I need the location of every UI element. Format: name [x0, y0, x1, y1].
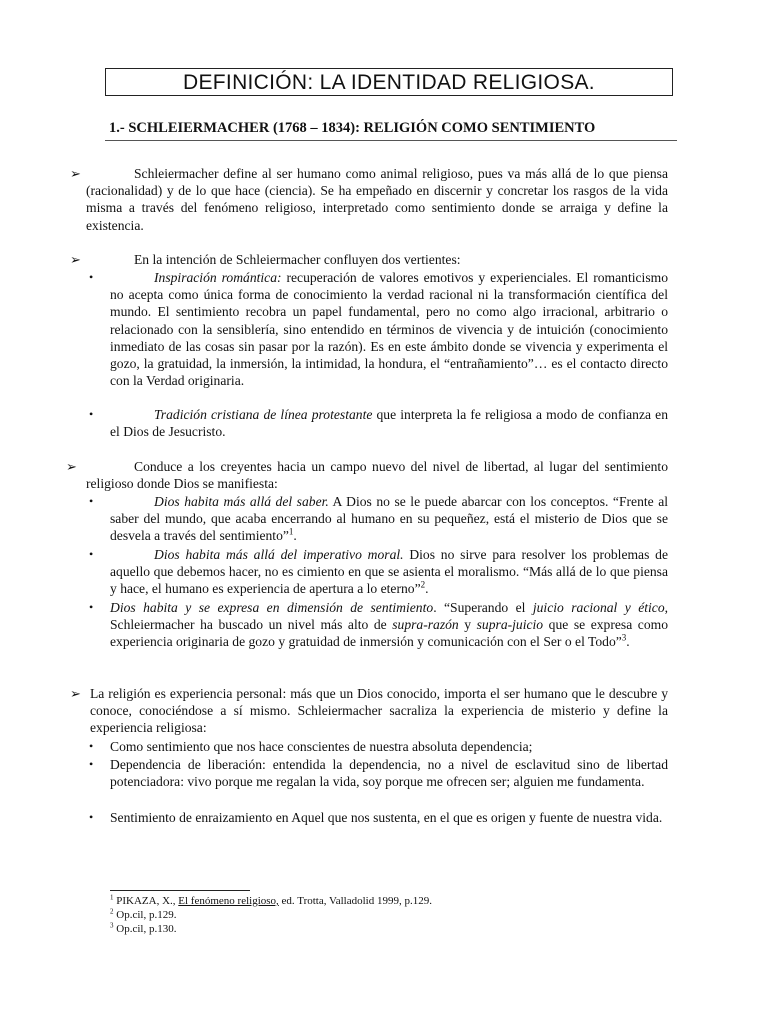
- footnote-3: $^3$ Op.cil, p.130.: [110, 921, 177, 935]
- bullet-icon: •: [89, 810, 94, 824]
- list-item: Como sentimiento que nos hace conscientes de nuestra absoluta dependencia;: [110, 739, 533, 754]
- arrow-bullet-icon: ➢: [70, 686, 81, 701]
- footnote-1: $^1$ PIKAZA, X., El fenómeno religioso, ed. Trotta, Valladolid 1999, p.129.: [110, 893, 432, 907]
- bullet-icon: •: [89, 757, 94, 771]
- list-item: Dios habita más allá del imperativo moral. Dios no sirve para resolver los problemas de aquello que debemos hacer, no es cimiento en que se asienta el moralismo. “Más allá de lo que piensa y hace, el humano es experiencia de apertura a lo eterno”$^2$.: [110, 547, 668, 597]
- list-item: Dios habita más allá del saber. A Dios no se le puede abarcar con los conceptos. “Frente al saber del mundo, que acaba encerrando al humano en su pequeñez, está el misterio de Dios que se desvela a través del sentimiento”$^1$.: [110, 494, 669, 544]
- page-title: DEFINICIÓN: LA IDENTIDAD RELIGIOSA.: [105, 68, 673, 96]
- arrow-bullet-icon: ➢: [70, 166, 81, 181]
- section-heading: 1.- SCHLEIERMACHER (1768 – 1834): RELIGIÓN COMO SENTIMIENTO: [105, 120, 677, 141]
- list-item: Sentimiento de enraizamiento en Aquel que nos sustenta, en el que es origen y fuente de nuestra vida.: [110, 810, 663, 825]
- arrow-bullet-icon: ➢: [70, 252, 81, 267]
- paragraph-1: Schleiermacher define al ser humano como animal religioso, pues va más allá de lo que piensa (racionalidad) y de lo que hace (ciencia). Se ha empeñado en discernir y concretar los rasgos de la vida misma a través del fenómeno religioso, interpretado como sentimiento donde se arraiga y define la existencia.: [86, 166, 668, 233]
- paragraph-3: Conduce a los creyentes hacia un campo nuevo del nivel de libertad, al lugar del sentimiento religioso donde Dios se manifiesta:: [86, 459, 668, 492]
- paragraph-2: En la intención de Schleiermacher confluyen dos vertientes:: [134, 252, 461, 267]
- list-item: Tradición cristiana de línea protestante que interpreta la fe religiosa a modo de confianza en el Dios de Jesucristo.: [110, 407, 669, 440]
- list-item: Dependencia de liberación: entendida la dependencia, no a nivel de esclavitud sino de libertad potenciadora: vivo porque me regalan la vida, soy porque me ofrecen ser; alguien me fundamenta.: [110, 757, 668, 790]
- bullet-icon: •: [89, 407, 94, 421]
- footnote-2: $^2$ Op.cil, p.129.: [110, 907, 177, 921]
- bullet-icon: •: [89, 547, 94, 561]
- arrow-bullet-icon: ➢: [66, 459, 77, 474]
- list-item: Inspiración romántica: recuperación de valores emotivos y experienciales. El romanticismo no acepta como única forma de conocimiento la verdad racional ni la transformación científica del mundo. El sentimiento recobra un papel fundamental, pero no como algo irracional, arbitrario o relacionado con la sensiblería, sino entendido en términos de vivencia y de intuición (conocimiento inmediato de las cosas sin pasar por la razón). Es en este ámbito donde se vivencia y experimenta el gozo, la gratuidad, la inmersión, la intimidad, la hondura, el “entrañamiento”… es el contacto directo con la Verdad originaria.: [110, 270, 668, 389]
- bullet-icon: •: [89, 270, 94, 284]
- footnote-divider: [110, 890, 250, 891]
- list-item: Dios habita y se expresa en dimensión de sentimiento. “Superando el juicio racional y ético, Schleiermacher ha buscado un nivel más alto de supra-razón y supra-juicio que se expresa como experiencia originaria de gozo y gratuidad de inmersión y comunicación con el Ser o el Todo”$^3$.: [110, 600, 669, 650]
- bullet-icon: •: [89, 494, 94, 508]
- bullet-icon: •: [89, 600, 94, 614]
- paragraph-4: La religión es experiencia personal: más que un Dios conocido, importa el ser humano que le descubre y conoce, conociéndose a sí mismo. Schleiermacher sacraliza la experiencia de misterio y define la experiencia religiosa:: [90, 686, 668, 736]
- bullet-icon: •: [89, 739, 94, 753]
